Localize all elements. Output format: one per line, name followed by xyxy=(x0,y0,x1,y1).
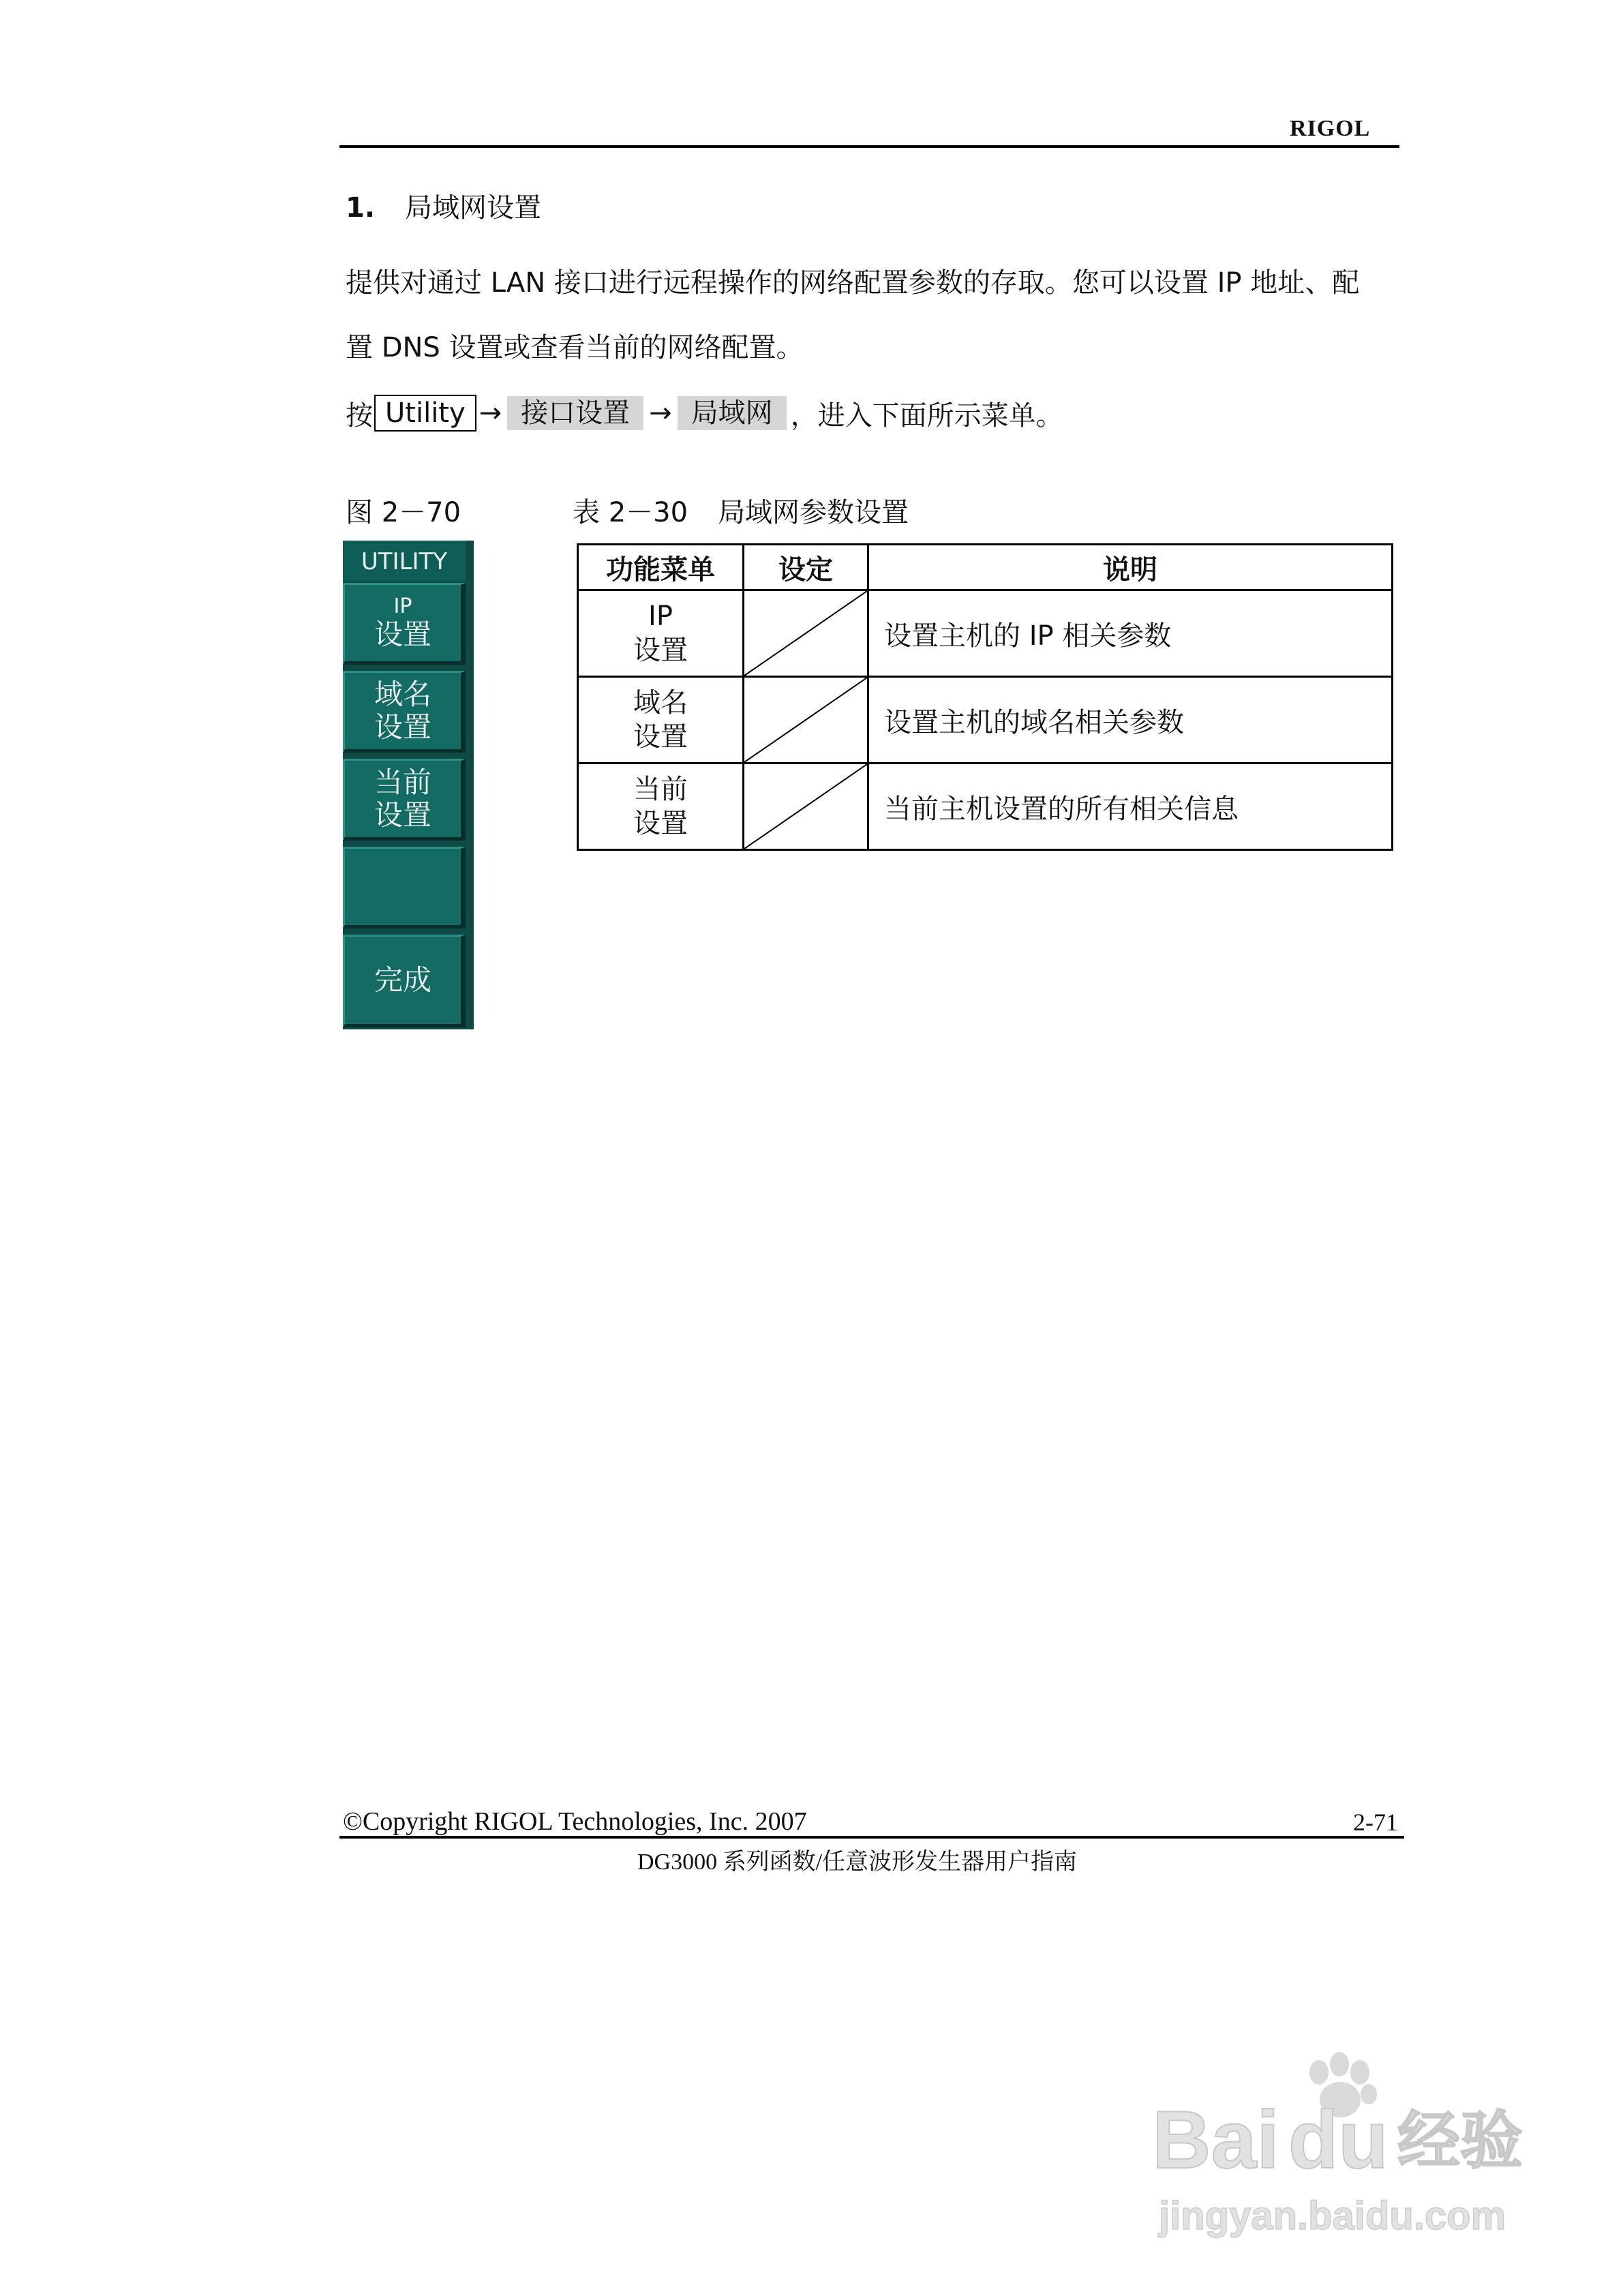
table-number: 表 2－30 xyxy=(573,497,688,528)
nav-prefix: 按 xyxy=(346,399,373,432)
baidu-jingyan-watermark xyxy=(1152,2045,1541,2250)
function-line2: 设置 xyxy=(633,808,688,839)
manual-title: DG3000 系列函数/任意波形发生器用户指南 xyxy=(637,1849,1078,1875)
watermark-brand: Bai xyxy=(1152,2094,1279,2186)
menu-item-current-settings[interactable] xyxy=(343,759,466,841)
figure-label: 图 2－70 xyxy=(346,497,461,528)
copyright-text: ©Copyright RIGOL Technologies, Inc. 2007 xyxy=(343,1807,807,1836)
arrow-right-icon: → xyxy=(479,397,502,429)
utility-softkey-menu xyxy=(343,541,474,1029)
nav-suffix: ，进入下面所示菜单。 xyxy=(790,399,1063,432)
utility-key-button: Utility xyxy=(374,395,476,432)
watermark-url: jingyan.baidu.com xyxy=(1159,2194,1506,2238)
table-caption xyxy=(573,491,909,530)
navigation-instruction xyxy=(346,394,1063,432)
menu-item-ip-settings[interactable] xyxy=(343,583,466,665)
page-number: 2-71 xyxy=(1353,1809,1398,1836)
body-paragraph-line-1: 提供对通过 LAN 接口进行远程操作的网络配置参数的存取。您可以设置 IP 地址、配 xyxy=(346,267,1360,299)
body-paragraph-line-2: 置 DNS 设置或查看当前的网络配置。 xyxy=(346,332,804,363)
table-row xyxy=(578,677,1393,764)
header-rule xyxy=(339,145,1399,148)
table-header-row xyxy=(578,545,1393,590)
function-cell xyxy=(578,590,744,677)
menu-item-empty xyxy=(343,847,466,928)
menu-item-done[interactable] xyxy=(343,935,466,1027)
watermark-brand-tail: du xyxy=(1288,2094,1389,2186)
menu-item-line2: 设置 xyxy=(374,798,431,832)
header-function-menu: 功能菜单 xyxy=(578,545,744,590)
table-row xyxy=(578,590,1393,677)
parameter-table xyxy=(577,543,1393,851)
header-description: 说明 xyxy=(868,545,1393,590)
function-line1: 域名 xyxy=(633,687,688,719)
footer-rule xyxy=(339,1836,1404,1839)
header-setting: 设定 xyxy=(744,545,868,590)
function-line2: 设置 xyxy=(633,721,688,753)
menu-item-line1: IP xyxy=(393,594,412,618)
section-number: 1. xyxy=(346,192,376,224)
menu-item-line1: 域名 xyxy=(374,678,431,711)
interface-settings-softkey: 接口设置 xyxy=(507,396,643,430)
brand-logo-text: RIGOL xyxy=(1290,116,1371,141)
lan-softkey: 局域网 xyxy=(678,396,787,430)
table-row xyxy=(578,764,1393,850)
menu-item-line2: 设置 xyxy=(374,618,431,651)
section-title: 局域网设置 xyxy=(405,192,542,224)
menu-item-domain-settings[interactable] xyxy=(343,671,466,753)
setting-cell-diagonal xyxy=(744,764,868,850)
description-cell: 设置主机的 IP 相关参数 xyxy=(868,590,1393,677)
setting-cell-diagonal xyxy=(744,677,868,764)
description-cell: 当前主机设置的所有相关信息 xyxy=(868,764,1393,850)
arrow-right-icon: → xyxy=(649,397,672,429)
function-line1: IP xyxy=(648,601,673,632)
section-heading xyxy=(346,186,541,225)
function-line2: 设置 xyxy=(633,635,688,666)
function-cell xyxy=(578,677,744,764)
menu-item-line1: 当前 xyxy=(374,766,431,799)
setting-cell-diagonal xyxy=(744,590,868,677)
watermark-product: 经验 xyxy=(1397,2106,1523,2176)
function-cell xyxy=(578,764,744,850)
menu-item-line2: 设置 xyxy=(374,710,431,744)
table-title: 局域网参数设置 xyxy=(718,497,909,528)
description-cell: 设置主机的域名相关参数 xyxy=(868,677,1393,764)
menu-title: UTILITY xyxy=(343,541,466,581)
function-line1: 当前 xyxy=(633,774,688,805)
menu-item-line1: 完成 xyxy=(374,963,431,997)
